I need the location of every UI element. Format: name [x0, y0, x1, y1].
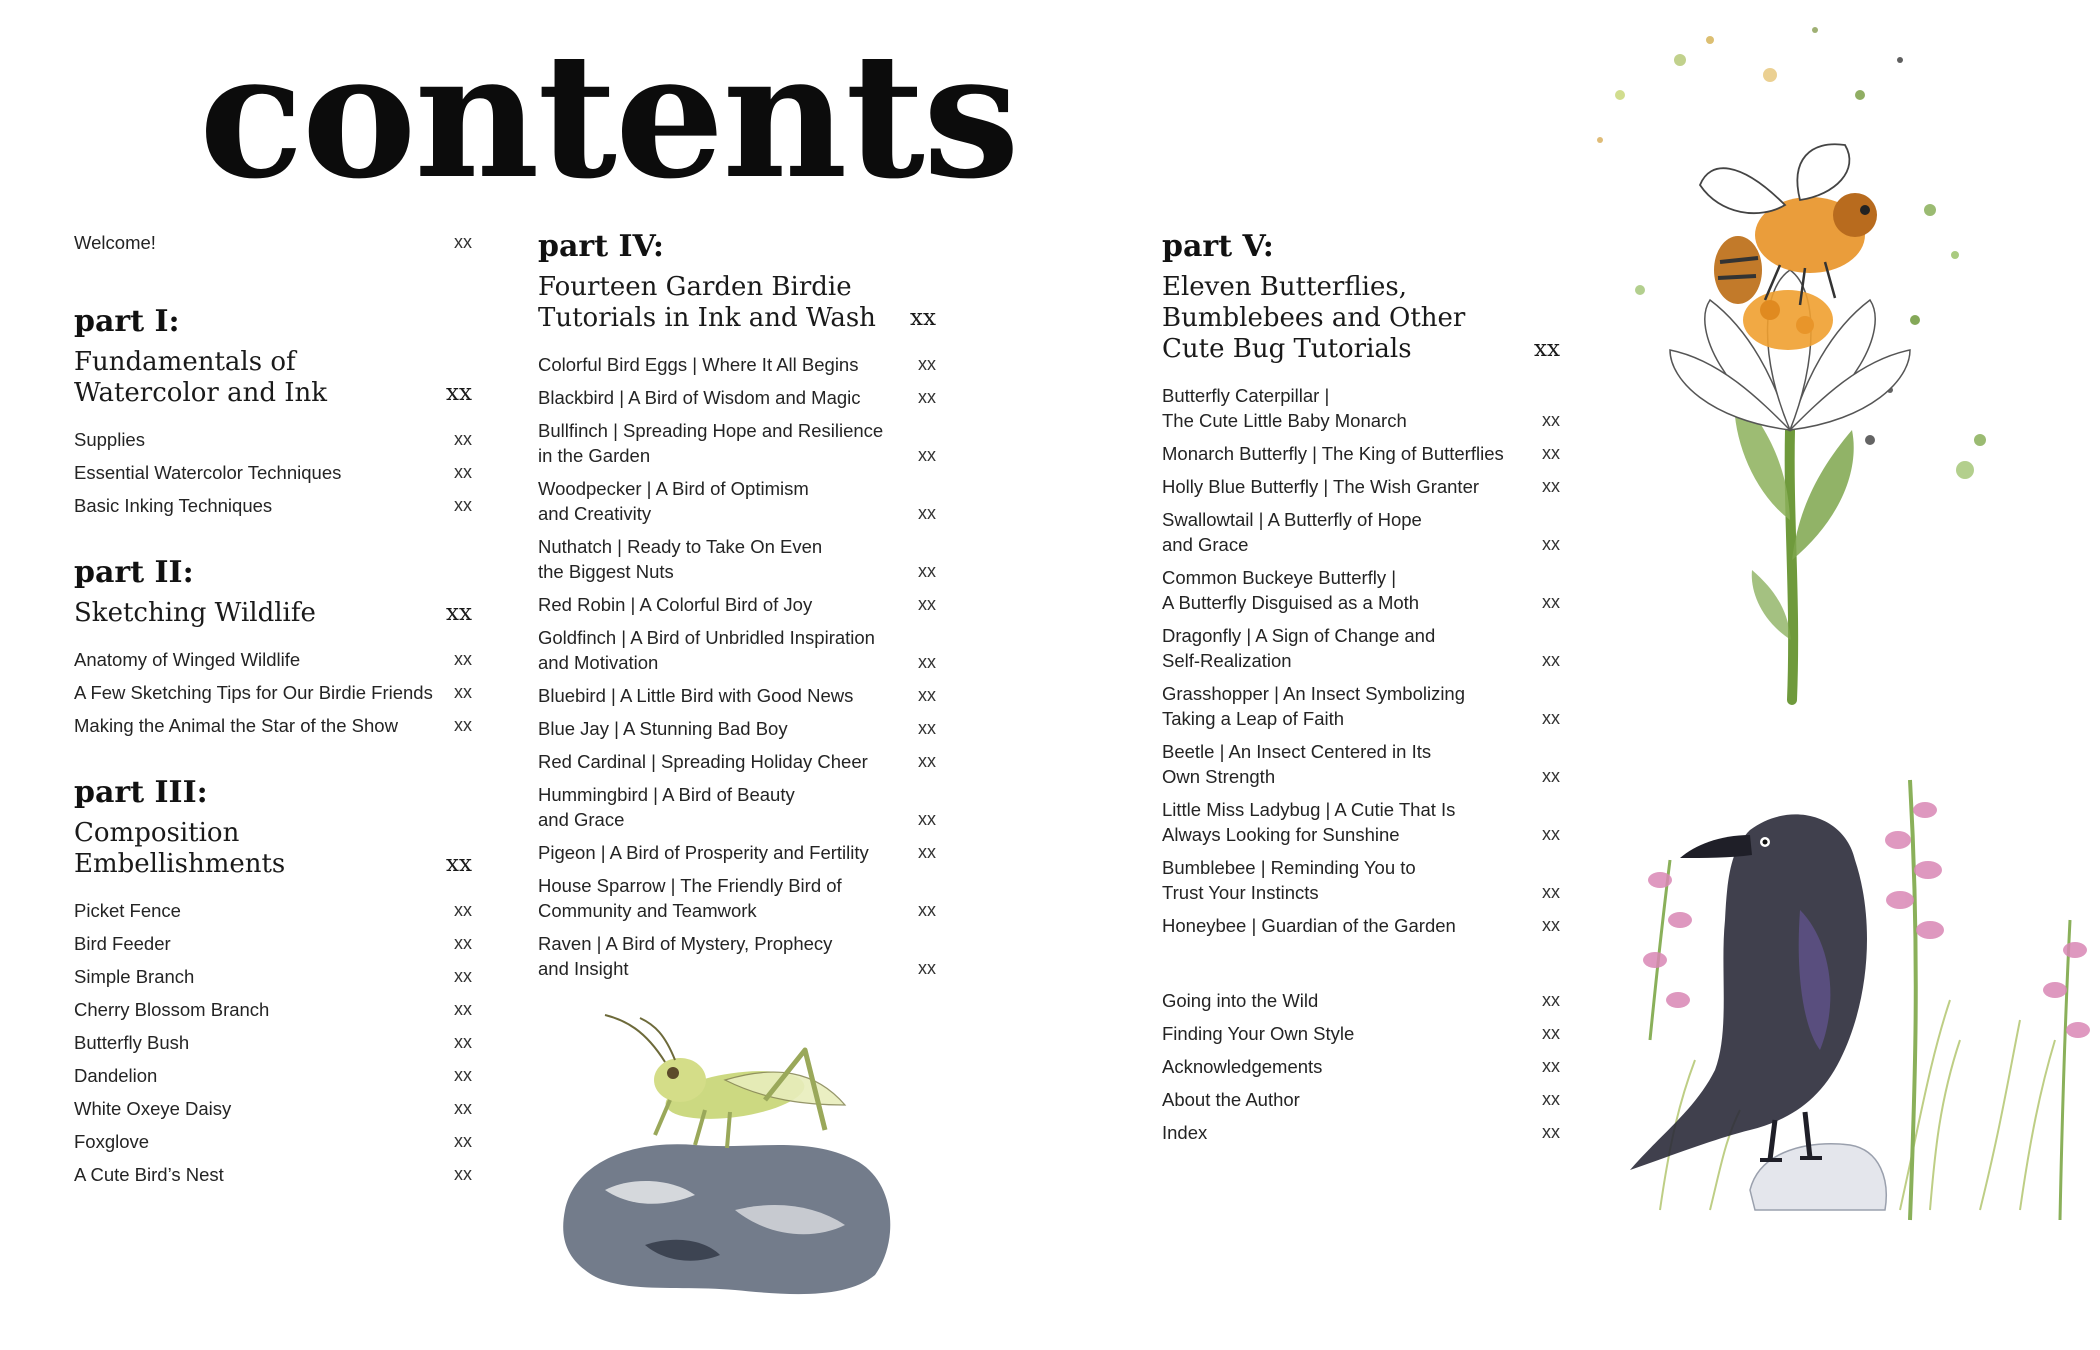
page-number: xx	[454, 1098, 472, 1118]
toc-entry-line: and Grace	[538, 809, 625, 830]
toc-entry-line: Holly Blue Butterfly | The Wish Granter	[1162, 476, 1480, 497]
page-number: xx	[918, 809, 936, 829]
bee-on-daisy-watercolor-icon	[1560, 0, 2100, 720]
toc-entry-line: Community and Teamwork	[538, 900, 757, 921]
toc-entry-title	[1162, 988, 1542, 1013]
part-title-line: Watercolor and Ink	[74, 378, 328, 408]
toc-entry[interactable]	[538, 716, 936, 741]
page-number: xx	[454, 649, 472, 669]
toc-entry[interactable]	[538, 625, 936, 675]
part-5-section	[1162, 230, 1560, 938]
toc-entry-title	[538, 352, 918, 377]
toc-entry-title	[1162, 623, 1542, 673]
toc-entry[interactable]	[74, 931, 472, 956]
toc-entry-title	[538, 534, 918, 584]
toc-entry-line: Honeybee | Guardian of the Garden	[1162, 915, 1456, 936]
toc-entry-title	[74, 898, 454, 923]
toc-entry[interactable]	[538, 592, 936, 617]
page-number: xx	[1542, 476, 1560, 496]
toc-entry-title: Welcome!	[74, 232, 156, 253]
toc-entry-line: Always Looking for Sunshine	[1162, 824, 1400, 845]
toc-entry[interactable]	[74, 460, 472, 485]
toc-entry-line: Anatomy of Winged Wildlife	[74, 649, 301, 670]
toc-entry-line: Basic Inking Techniques	[74, 495, 273, 516]
part-page-number: xx	[446, 851, 472, 877]
page-number: xx	[918, 685, 936, 705]
part-heading[interactable]	[74, 347, 472, 409]
toc-entry-title	[1162, 507, 1542, 557]
toc-entry-title	[74, 1162, 454, 1187]
toc-entry[interactable]	[538, 418, 936, 468]
part-label: part II:	[74, 555, 194, 590]
part-title	[74, 818, 446, 880]
toc-entry[interactable]	[1162, 913, 1560, 938]
page-number: xx	[1542, 882, 1560, 902]
toc-entry-line: Red Cardinal | Spreading Holiday Cheer	[538, 751, 868, 772]
part-3-section	[74, 776, 472, 1187]
part-title	[74, 598, 446, 629]
toc-column-2	[538, 230, 936, 1019]
part-title-line: Embellishments	[74, 849, 286, 879]
toc-entry[interactable]	[74, 1063, 472, 1088]
toc-entry[interactable]	[538, 534, 936, 584]
toc-entry-title	[1162, 1054, 1542, 1079]
toc-entry[interactable]	[1162, 474, 1560, 499]
toc-entry-line: Index	[1162, 1122, 1208, 1143]
toc-entry-title	[538, 840, 918, 865]
toc-entry[interactable]	[74, 964, 472, 989]
part-title-line: Fundamentals of	[74, 347, 296, 377]
toc-entry-line: Red Robin | A Colorful Bird of Joy	[538, 594, 813, 615]
toc-entry[interactable]	[1162, 681, 1560, 731]
toc-entry-line: Pigeon | A Bird of Prosperity and Fertility	[538, 842, 869, 863]
toc-entry-line: Taking a Leap of Faith	[1162, 708, 1345, 729]
toc-entry-line: Colorful Bird Eggs | Where It All Begins	[538, 354, 859, 375]
page-title: contents	[199, 14, 1018, 217]
page-number: xx	[454, 232, 472, 252]
toc-entry[interactable]	[74, 427, 472, 452]
page-number: xx	[1542, 1056, 1560, 1076]
page-number: xx	[1542, 650, 1560, 670]
page-number: xx	[454, 462, 472, 482]
page-number: xx	[454, 900, 472, 920]
toc-column-3	[1162, 230, 1560, 1153]
toc-entry-line: Picket Fence	[74, 900, 181, 921]
toc-entry-line: Own Strength	[1162, 766, 1276, 787]
part-label: part I:	[74, 304, 180, 339]
toc-entry-title	[538, 476, 918, 526]
page-number: xx	[454, 1065, 472, 1085]
toc-entry-line: Blackbird | A Bird of Wisdom and Magic	[538, 387, 861, 408]
toc-entry-line: Grasshopper | An Insect Symbolizing	[1162, 683, 1466, 704]
toc-entry-title	[538, 592, 918, 617]
toc-entry-title	[1162, 797, 1542, 847]
toc-entry-line: Goldfinch | A Bird of Unbridled Inspiration	[538, 627, 875, 648]
toc-entry-title	[74, 680, 454, 705]
part-label: part V:	[1162, 229, 1274, 264]
toc-entry-title	[74, 1096, 454, 1121]
page-number: xx	[918, 354, 936, 374]
toc-entry-title	[538, 873, 918, 923]
part-heading[interactable]	[74, 598, 472, 629]
toc-entry-line: White Oxeye Daisy	[74, 1098, 232, 1119]
page-number: xx	[454, 966, 472, 986]
toc-entry[interactable]	[1162, 441, 1560, 466]
toc-entry[interactable]	[538, 385, 936, 410]
part-title	[538, 272, 910, 334]
toc-entry-title	[1162, 1021, 1542, 1046]
part-label: part III:	[74, 775, 208, 810]
toc-entry[interactable]	[1162, 739, 1560, 789]
toc-entry[interactable]	[538, 683, 936, 708]
page-number: xx	[454, 1131, 472, 1151]
part-4-section	[538, 230, 936, 981]
toc-entry-line: A Few Sketching Tips for Our Birdie Friends	[74, 682, 433, 703]
page-number: xx	[918, 652, 936, 672]
toc-entry-line: Dragonfly | A Sign of Change and	[1162, 625, 1436, 646]
toc-entry[interactable]	[1162, 1120, 1560, 1145]
part-heading[interactable]	[538, 272, 936, 334]
toc-entry-line: Self-Realization	[1162, 650, 1292, 671]
page-number: xx	[1542, 708, 1560, 728]
toc-entry-line: A Cute Bird’s Nest	[74, 1164, 224, 1185]
toc-entry-title	[1162, 1120, 1542, 1145]
toc-entry-title	[74, 997, 454, 1022]
toc-entry-line: Supplies	[74, 429, 145, 450]
toc-entry-title	[74, 931, 454, 956]
toc-entry-line: Finding Your Own Style	[1162, 1023, 1355, 1044]
toc-entry[interactable]	[538, 931, 936, 981]
part-heading[interactable]	[1162, 272, 1560, 365]
toc-entry-line: the Biggest Nuts	[538, 561, 674, 582]
toc-entry-line: and Insight	[538, 958, 629, 979]
toc-entry-title	[74, 493, 454, 518]
toc-entry-title	[74, 427, 454, 452]
page-number: xx	[454, 682, 472, 702]
toc-entry[interactable]	[74, 493, 472, 518]
toc-entry-welcome[interactable]	[74, 230, 472, 255]
part-1-section	[74, 305, 472, 518]
toc-entry-line: Cherry Blossom Branch	[74, 999, 270, 1020]
toc-entry-title	[74, 1030, 454, 1055]
toc-entry-title	[1162, 441, 1542, 466]
page-number: xx	[454, 429, 472, 449]
toc-entry-line: A Butterfly Disguised as a Moth	[1162, 592, 1420, 613]
toc-entry-title	[1162, 681, 1542, 731]
page-number: xx	[918, 561, 936, 581]
page-number: xx	[918, 751, 936, 771]
toc-entry-title	[1162, 565, 1542, 615]
toc-column-1	[74, 230, 472, 1225]
part-page-number: xx	[446, 380, 472, 406]
toc-entry-line: Acknowledgements	[1162, 1056, 1323, 1077]
page-number: xx	[1542, 766, 1560, 786]
toc-entry-line: Bird Feeder	[74, 933, 171, 954]
toc-entry-line: Foxglove	[74, 1131, 150, 1152]
toc-entry-title	[538, 782, 918, 832]
toc-entry-title	[538, 683, 918, 708]
toc-entry-line: Going into the Wild	[1162, 990, 1319, 1011]
toc-entry[interactable]	[1162, 623, 1560, 673]
toc-entry[interactable]	[538, 840, 936, 865]
toc-entry[interactable]	[74, 997, 472, 1022]
part-title-line: Cute Bug Tutorials	[1162, 334, 1412, 364]
toc-entry-line: and Creativity	[538, 503, 652, 524]
grasshopper-on-rock-watercolor-icon	[545, 1010, 935, 1310]
toc-entry-title	[74, 964, 454, 989]
part-heading[interactable]	[74, 818, 472, 880]
part-title-line: Tutorials in Ink and Wash	[538, 303, 876, 333]
toc-entry-line: Bluebird | A Little Bird with Good News	[538, 685, 854, 706]
toc-entry-title	[538, 716, 918, 741]
page-number: xx	[454, 933, 472, 953]
part-page-number: xx	[910, 305, 936, 331]
toc-entry[interactable]	[538, 749, 936, 774]
toc-entry[interactable]	[538, 476, 936, 526]
toc-entry[interactable]	[1162, 988, 1560, 1013]
page-number: xx	[454, 999, 472, 1019]
toc-entry-line: The Cute Little Baby Monarch	[1162, 410, 1407, 431]
part-label: part IV:	[538, 229, 664, 264]
toc-entry[interactable]	[538, 873, 936, 923]
toc-entry-line: Making the Animal the Star of the Show	[74, 715, 398, 736]
toc-entry-line: Blue Jay | A Stunning Bad Boy	[538, 718, 788, 739]
toc-entry[interactable]	[1162, 1021, 1560, 1046]
toc-entry-title	[1162, 855, 1542, 905]
toc-entry-line: About the Author	[1162, 1089, 1300, 1110]
toc-entry-line: Little Miss Ladybug | A Cutie That Is	[1162, 799, 1456, 820]
page-number: xx	[918, 387, 936, 407]
page-number: xx	[918, 594, 936, 614]
toc-entry[interactable]	[1162, 855, 1560, 905]
toc-entry[interactable]	[1162, 565, 1560, 615]
part-title	[74, 347, 446, 409]
page-number: xx	[1542, 824, 1560, 844]
toc-entry-title	[1162, 1087, 1542, 1112]
toc-entry[interactable]	[74, 647, 472, 672]
page-number: xx	[1542, 915, 1560, 935]
part-title-line: Sketching Wildlife	[74, 598, 316, 628]
toc-entry-line: Bullfinch | Spreading Hope and Resilience	[538, 420, 884, 441]
page-number: xx	[454, 1164, 472, 1184]
page-number: xx	[454, 495, 472, 515]
page-number: xx	[1542, 990, 1560, 1010]
toc-entry-line: Raven | A Bird of Mystery, Prophecy	[538, 933, 833, 954]
page-number: xx	[1542, 1089, 1560, 1109]
part-page-number: xx	[446, 600, 472, 626]
toc-entry-title	[538, 418, 918, 468]
part-title-line: Composition	[74, 818, 240, 848]
toc-entry[interactable]	[74, 1030, 472, 1055]
page-number: xx	[918, 958, 936, 978]
toc-entry[interactable]	[74, 713, 472, 738]
part-title-line: Fourteen Garden Birdie	[538, 272, 852, 302]
toc-entry-line: Butterfly Bush	[74, 1032, 190, 1053]
toc-entry-line: Swallowtail | A Butterfly of Hope	[1162, 509, 1422, 530]
toc-entry[interactable]	[74, 1096, 472, 1121]
toc-entry-line: Monarch Butterfly | The King of Butterflies	[1162, 443, 1504, 464]
page-number: xx	[918, 900, 936, 920]
toc-entry-line: House Sparrow | The Friendly Bird of	[538, 875, 842, 896]
toc-entry-title	[74, 713, 454, 738]
toc-entry-line: Bumblebee | Reminding You to	[1162, 857, 1416, 878]
part-title-line: Eleven Butterflies,	[1162, 272, 1407, 302]
part-title-line: Bumblebees and Other	[1162, 303, 1466, 333]
toc-entry-title	[74, 460, 454, 485]
page-number: xx	[1542, 592, 1560, 612]
toc-entry-line: Butterfly Caterpillar |	[1162, 385, 1330, 406]
raven-with-foxglove-watercolor-icon	[1600, 740, 2100, 1240]
toc-entry-line: Beetle | An Insect Centered in Its	[1162, 741, 1432, 762]
page-number: xx	[1542, 1023, 1560, 1043]
toc-entry-title	[74, 647, 454, 672]
part-page-number: xx	[1534, 336, 1560, 362]
toc-entry-title	[538, 749, 918, 774]
page-number: xx	[918, 842, 936, 862]
toc-entry-line: and Motivation	[538, 652, 659, 673]
toc-entry-line: Common Buckeye Butterfly |	[1162, 567, 1397, 588]
toc-entry[interactable]	[1162, 797, 1560, 847]
toc-entry-title	[74, 1063, 454, 1088]
page-number: xx	[918, 718, 936, 738]
toc-entry[interactable]	[1162, 507, 1560, 557]
back-matter-list	[1162, 988, 1560, 1145]
page-number: xx	[1542, 534, 1560, 554]
toc-entry[interactable]	[1162, 383, 1560, 433]
toc-entry-title	[74, 1129, 454, 1154]
toc-entry-line: Dandelion	[74, 1065, 158, 1086]
page-number: xx	[1542, 1122, 1560, 1142]
toc-entry[interactable]	[74, 1129, 472, 1154]
toc-entry[interactable]	[1162, 1054, 1560, 1079]
page-number: xx	[1542, 410, 1560, 430]
toc-entry[interactable]	[74, 898, 472, 923]
page-number: xx	[454, 1032, 472, 1052]
toc-entry-line: in the Garden	[538, 445, 651, 466]
toc-entry-title	[538, 385, 918, 410]
toc-entry-line: Simple Branch	[74, 966, 195, 987]
part-title	[1162, 272, 1534, 365]
toc-entry-line: Nuthatch | Ready to Take On Even	[538, 536, 823, 557]
toc-entry-line: Essential Watercolor Techniques	[74, 462, 342, 483]
toc-entry[interactable]	[538, 352, 936, 377]
toc-entry-line: Hummingbird | A Bird of Beauty	[538, 784, 795, 805]
page-number: xx	[918, 503, 936, 523]
page-number: xx	[1542, 443, 1560, 463]
toc-entry-title	[1162, 383, 1542, 433]
toc-entry[interactable]	[74, 680, 472, 705]
toc-entry[interactable]	[538, 782, 936, 832]
toc-entry-line: Woodpecker | A Bird of Optimism	[538, 478, 809, 499]
page-number: xx	[454, 715, 472, 735]
toc-entry-line: and Grace	[1162, 534, 1249, 555]
toc-entry-title	[538, 625, 918, 675]
toc-entry[interactable]	[74, 1162, 472, 1187]
toc-entry-title	[538, 931, 918, 981]
toc-entry-title	[1162, 474, 1542, 499]
toc-entry-title	[1162, 913, 1542, 938]
toc-entry-line: Trust Your Instincts	[1162, 882, 1319, 903]
toc-entry[interactable]	[1162, 1087, 1560, 1112]
page-number: xx	[918, 445, 936, 465]
toc-entry-title	[1162, 739, 1542, 789]
part-2-section	[74, 556, 472, 738]
